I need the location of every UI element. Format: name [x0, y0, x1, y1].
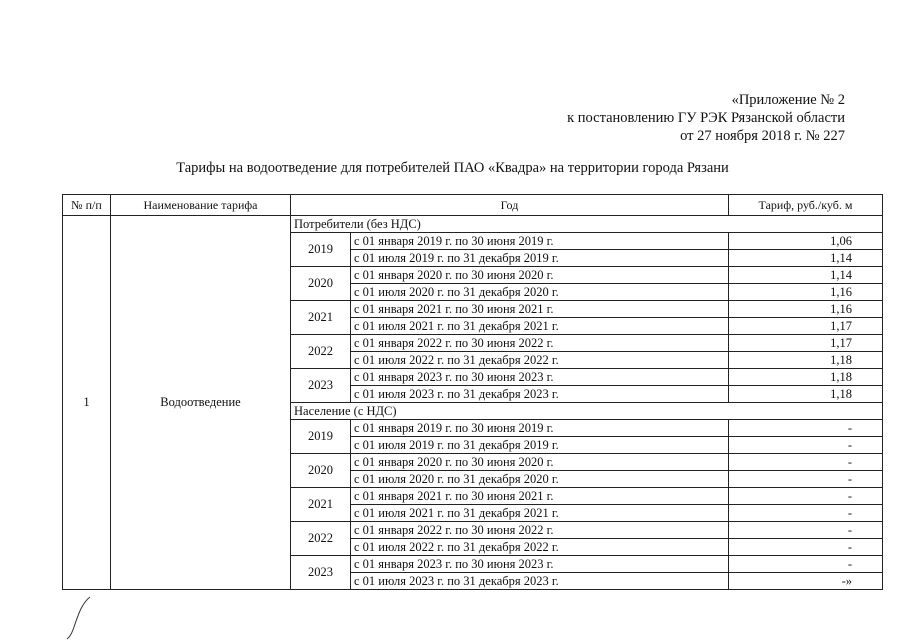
- column-header-number: № п/п: [63, 195, 111, 216]
- table-header-row: [63, 195, 883, 216]
- year-cell: 2021: [291, 301, 351, 335]
- group-header-row: [63, 216, 883, 233]
- period-cell: с 01 января 2020 г. по 30 июня 2020 г.: [351, 267, 729, 284]
- year-cell: 2023: [291, 556, 351, 590]
- tariff-value-cell: -: [729, 505, 883, 522]
- tariff-value-cell: 1,18: [729, 352, 883, 369]
- year-cell: 2020: [291, 267, 351, 301]
- column-header-tariff: Тариф, руб./куб. м: [729, 195, 883, 216]
- appendix-line-3: от 27 ноября 2018 г. № 227: [680, 128, 845, 144]
- tariff-value-cell: -: [729, 420, 883, 437]
- period-cell: с 01 января 2019 г. по 30 июня 2019 г.: [351, 233, 729, 250]
- period-cell: с 01 января 2023 г. по 30 июня 2023 г.: [351, 556, 729, 573]
- tariff-value-cell: -: [729, 539, 883, 556]
- tariff-name: Водоотведение: [111, 216, 291, 590]
- tariff-value-cell: 1,14: [729, 250, 883, 267]
- tariff-value-cell: 1,06: [729, 233, 883, 250]
- period-cell: с 01 июля 2023 г. по 31 декабря 2023 г.: [351, 386, 729, 403]
- tariff-value-cell: -: [729, 437, 883, 454]
- tariff-value-cell: -: [729, 454, 883, 471]
- year-cell: 2023: [291, 369, 351, 403]
- consumer-group-label: Потребители (без НДС): [291, 216, 883, 233]
- row-number: 1: [63, 216, 111, 590]
- period-cell: с 01 января 2019 г. по 30 июня 2019 г.: [351, 420, 729, 437]
- year-cell: 2022: [291, 522, 351, 556]
- period-cell: с 01 января 2023 г. по 30 июня 2023 г.: [351, 369, 729, 386]
- period-cell: с 01 июля 2019 г. по 31 декабря 2019 г.: [351, 250, 729, 267]
- tariff-value-cell: -: [729, 471, 883, 488]
- year-cell: 2021: [291, 488, 351, 522]
- period-cell: с 01 июля 2021 г. по 31 декабря 2021 г.: [351, 318, 729, 335]
- period-cell: с 01 января 2022 г. по 30 июня 2022 г.: [351, 335, 729, 352]
- tariff-value-cell: 1,17: [729, 335, 883, 352]
- tariff-value-cell: -: [729, 556, 883, 573]
- appendix-line-1: «Приложение № 2: [731, 92, 845, 108]
- tariff-value-cell: 1,16: [729, 284, 883, 301]
- column-header-name: Наименование тарифа: [111, 195, 291, 216]
- period-cell: с 01 января 2022 г. по 30 июня 2022 г.: [351, 522, 729, 539]
- year-cell: 2020: [291, 454, 351, 488]
- tariff-value-cell: 1,16: [729, 301, 883, 318]
- tariff-value-cell: -: [729, 488, 883, 505]
- year-cell: 2019: [291, 420, 351, 454]
- year-cell: 2022: [291, 335, 351, 369]
- period-cell: с 01 июля 2023 г. по 31 декабря 2023 г.: [351, 573, 729, 590]
- period-cell: с 01 июля 2022 г. по 31 декабря 2022 г.: [351, 539, 729, 556]
- period-cell: с 01 июля 2020 г. по 31 декабря 2020 г.: [351, 471, 729, 488]
- tariff-value-cell: -: [729, 522, 883, 539]
- document-title: Тарифы на водоотведение для потребителей ПАО «Квадра» на территории города Рязани: [176, 160, 729, 176]
- year-cell: 2019: [291, 233, 351, 267]
- period-cell: с 01 января 2021 г. по 30 июня 2021 г.: [351, 488, 729, 505]
- column-header-year: Год: [291, 195, 729, 216]
- period-cell: с 01 января 2020 г. по 30 июня 2020 г.: [351, 454, 729, 471]
- signature-mark: [64, 595, 94, 640]
- tariff-value-cell: 1,17: [729, 318, 883, 335]
- period-cell: с 01 июля 2021 г. по 31 декабря 2021 г.: [351, 505, 729, 522]
- tariff-value-cell: 1,18: [729, 369, 883, 386]
- appendix-line-2: к постановлению ГУ РЭК Рязанской области: [567, 110, 845, 126]
- period-cell: с 01 июля 2022 г. по 31 декабря 2022 г.: [351, 352, 729, 369]
- appendix-header: [567, 91, 845, 145]
- period-cell: с 01 января 2021 г. по 30 июня 2021 г.: [351, 301, 729, 318]
- tariff-value-cell: -»: [729, 573, 883, 590]
- period-cell: с 01 июля 2020 г. по 31 декабря 2020 г.: [351, 284, 729, 301]
- tariff-value-cell: 1,14: [729, 267, 883, 284]
- tariff-value-cell: 1,18: [729, 386, 883, 403]
- period-cell: с 01 июля 2019 г. по 31 декабря 2019 г.: [351, 437, 729, 454]
- consumer-group-label: Население (с НДС): [291, 403, 883, 420]
- tariff-table: [62, 194, 883, 590]
